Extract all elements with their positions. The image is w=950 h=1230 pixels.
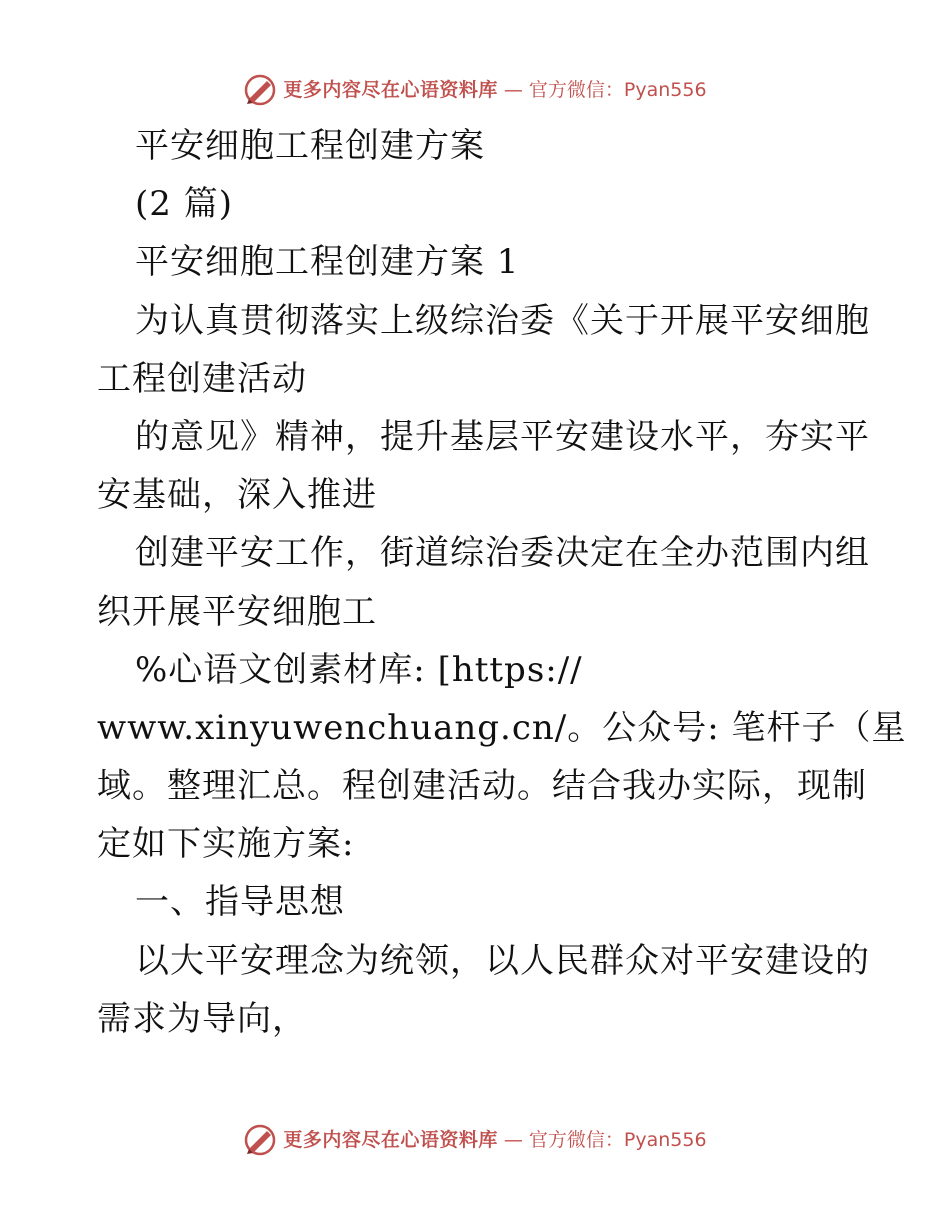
pen-logo-icon — [243, 1123, 277, 1157]
paragraph-line: 安基础，深入推进 — [97, 475, 377, 516]
document-body — [97, 117, 907, 1048]
header-banner — [0, 70, 950, 110]
paragraph-line: 的意见》精神，提升基层平安建设水平，夯实平 — [135, 416, 870, 457]
section-title: 平安细胞工程创建方案 1 — [135, 242, 520, 283]
paragraph-line: 创建平安工作，街道综治委决定在全办范围内组 — [135, 533, 870, 574]
banner-content — [243, 73, 706, 107]
source-url-line: www.xinyuwenchuang.cn/。公众号: 笔杆子（星 — [97, 707, 907, 748]
paragraph-line: 定如下实施方案: — [97, 824, 355, 865]
banner-content — [243, 1123, 706, 1157]
paragraph-line: 织开展平安细胞工 — [97, 591, 377, 632]
banner-wechat: 官方微信：Pyan556 — [528, 78, 707, 101]
paragraph-line: 为认真贯彻落实上级综治委《关于开展平安细胞 — [135, 300, 870, 341]
source-note-line: %心语文创素材库: [https:// — [135, 649, 583, 690]
doc-title: 平安细胞工程创建方案 — [135, 126, 485, 166]
footer-banner — [0, 1120, 950, 1160]
banner-dash: — — [503, 78, 523, 101]
paragraph-line: 域。整理汇总。程创建活动。结合我办实际，现制 — [97, 766, 867, 807]
banner-title: 更多内容尽在心语资料库 — [283, 1128, 498, 1151]
doc-subtitle: (2 篇) — [135, 184, 233, 225]
banner-title: 更多内容尽在心语资料库 — [283, 78, 498, 101]
paragraph-line: 以大平安理念为统领，以人民群众对平安建设的 — [135, 940, 870, 981]
pen-logo-icon — [243, 73, 277, 107]
banner-wechat: 官方微信：Pyan556 — [528, 1128, 707, 1151]
paragraph-line: 需求为导向， — [97, 998, 307, 1039]
paragraph-line: 工程创建活动 — [97, 358, 307, 399]
banner-dash: — — [503, 1128, 523, 1151]
heading-guiding-ideology: 一、指导思想 — [135, 882, 345, 923]
